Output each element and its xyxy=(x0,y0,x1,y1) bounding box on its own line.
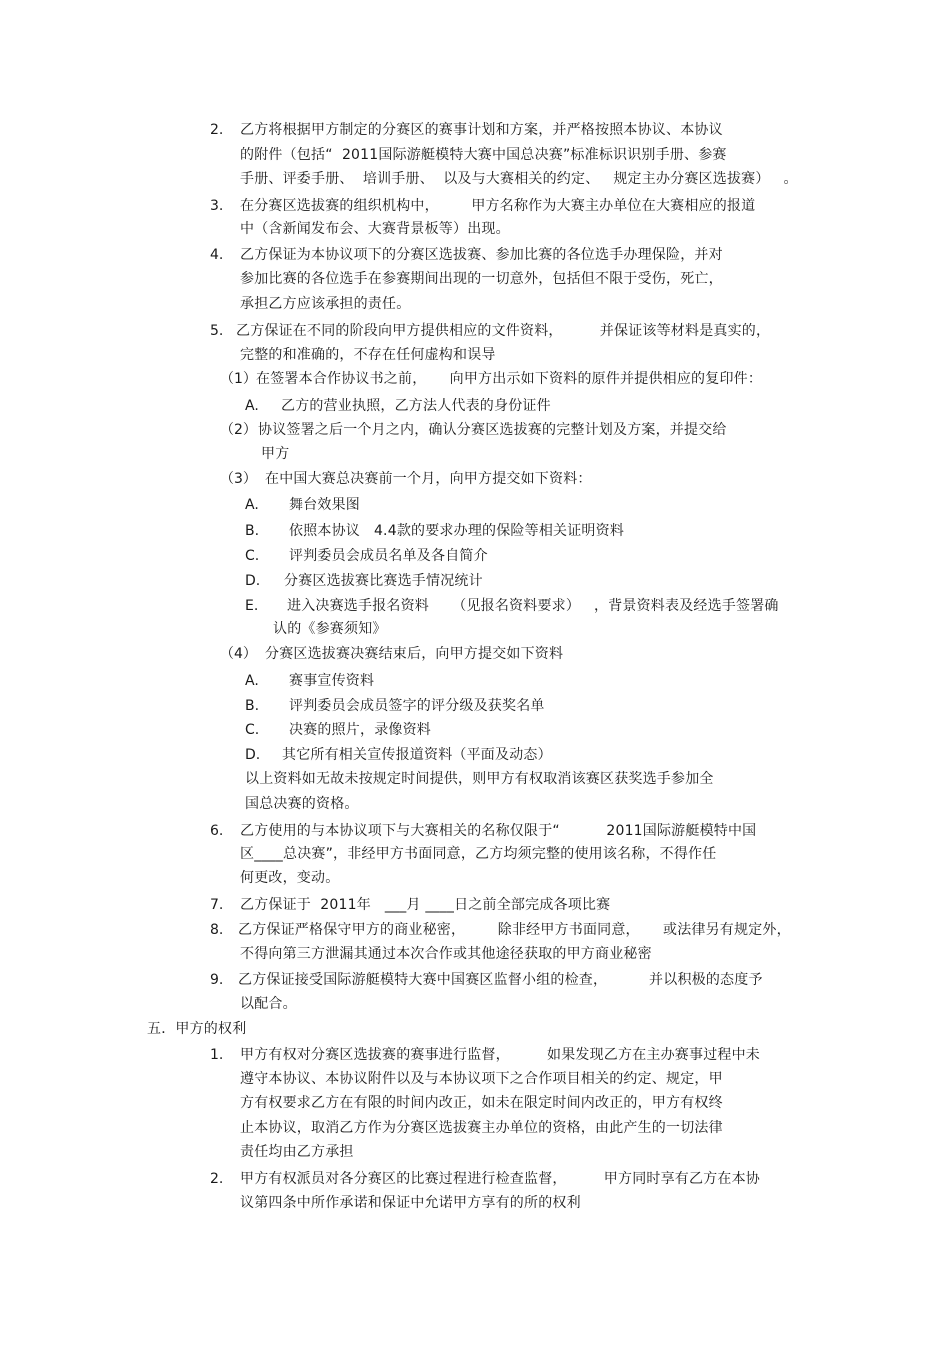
text-line: 乙方保证严格保守甲方的商业秘密， 除非经甲方书面同意， 或法律另有规定外， xyxy=(238,922,791,938)
text-line: 区____总决赛”，非经甲方书面同意，乙方均须完整的使用该名称，不得作任 xyxy=(240,846,717,862)
letter-marker: C. xyxy=(245,548,260,564)
text-line: 止本协议，取消乙方作为分赛区选拔赛主办单位的资格，由此产生的一切法律 xyxy=(240,1120,723,1136)
item-number: 3. xyxy=(210,198,224,214)
item-number: 9. xyxy=(210,972,224,988)
item-number: 6. xyxy=(210,823,224,839)
text-line: 国总决赛的资格。 xyxy=(245,796,359,812)
text-line: 不得向第三方泄漏其通过本次合作或其他途径获取的甲方商业秘密 xyxy=(240,946,652,962)
text-line: 甲方有权对分赛区选拔赛的赛事进行监督， 如果发现乙方在主办赛事过程中未 xyxy=(240,1047,760,1063)
item-number: 2. xyxy=(210,122,224,138)
letter-marker: D. xyxy=(245,573,261,589)
text-line: 甲方有权派员对各分赛区的比赛过程进行检查监督， 甲方同时享有乙方在本协 xyxy=(240,1171,760,1187)
text-line: 认的《参赛须知》 xyxy=(273,621,387,637)
text-line: 舞台效果图 xyxy=(289,497,360,513)
text-line: 手册、评委手册、 培训手册、 以及与大赛相关的约定、 规定主办分赛区选拔赛） 。 xyxy=(240,171,798,187)
text-line: 中（含新闻发布会、大赛背景板等）出现。 xyxy=(240,221,510,237)
text-line: 在中国大赛总决赛前一个月，向甲方提交如下资料： xyxy=(265,471,592,487)
text-line: 决赛的照片，录像资料 xyxy=(289,722,431,738)
sub-number: （4） xyxy=(220,646,257,662)
text-line: 乙方使用的与本协议项下与大赛相关的名称仅限于“ 2011国际游艇模特中国 xyxy=(240,823,757,839)
item-number: 5. xyxy=(210,323,224,339)
item-number: 1. xyxy=(210,1047,224,1063)
text-line: 分赛区选拔赛决赛结束后，向甲方提交如下资料 xyxy=(265,646,564,662)
text-line: 以配合。 xyxy=(240,996,297,1012)
text-line: 遵守本协议、本协议附件以及与本协议项下之合作项目相关的约定、规定，甲 xyxy=(240,1071,723,1087)
text-line: 协议签署之后一个月之内，确认分赛区选拔赛的完整计划及方案，并提交给 xyxy=(258,422,727,438)
letter-marker: B. xyxy=(245,698,260,714)
text-line: 承担乙方应该承担的责任。 xyxy=(240,296,411,312)
letter-marker: B. xyxy=(245,523,260,539)
text-line: 完整的和准确的，不存在任何虚构和误导 xyxy=(240,347,496,363)
text-line: 以上资料如无故未按规定时间提供，则甲方有权取消该赛区获奖选手参加全 xyxy=(245,771,714,787)
letter-marker: A. xyxy=(245,673,259,689)
item-number: 8. xyxy=(210,922,224,938)
text-line: 议第四条中所作承诺和保证中允诺甲方享有的所的权利 xyxy=(240,1195,581,1211)
text-line: 在分赛区选拔赛的组织机构中， 甲方名称作为大赛主办单位在大赛相应的报道 xyxy=(240,198,756,214)
letter-marker: D. xyxy=(245,747,261,763)
section-heading: 五．甲方的权利 xyxy=(147,1021,247,1037)
text-line: 乙方保证于 2011年 ___月 ____日之前全部完成各项比赛 xyxy=(240,897,611,913)
text-line: 进入决赛选手报名资料 （见报名资料要求） ，背景资料表及经选手签署确 xyxy=(287,598,779,614)
text-line: 甲方 xyxy=(261,446,290,462)
text-line: 赛事宣传资料 xyxy=(289,673,375,689)
text-line: 依照本协议 4.4款的要求办理的保险等相关证明资料 xyxy=(289,523,625,539)
letter-marker: A. xyxy=(245,398,259,414)
text-line: 方有权要求乙方在有限的时间内改正，如未在限定时间内改正的，甲方有权终 xyxy=(240,1095,723,1111)
text-line: 在签署本合作协议书之前， 向甲方出示如下资料的原件并提供相应的复印件： xyxy=(256,371,763,387)
text-line: 参加比赛的各位选手在参赛期间出现的一切意外，包括但不限于受伤，死亡， xyxy=(240,271,723,287)
item-number: 4. xyxy=(210,247,224,263)
text-line: 评判委员会成员名单及各自简介 xyxy=(289,548,488,564)
text-line: 的附件（包括“ 2011国际游艇模特大赛中国总决赛”标准标识识别手册、参赛 xyxy=(240,147,727,163)
text-line: 其它所有相关宣传报道资料（平面及动态） xyxy=(282,747,552,763)
text-line: 何更改，变动。 xyxy=(240,870,340,886)
sub-number: （2） xyxy=(220,422,257,438)
text-line: 乙方将根据甲方制定的分赛区的赛事计划和方案，并严格按照本协议、本协议 xyxy=(240,122,723,138)
text-line: 分赛区选拔赛比赛选手情况统计 xyxy=(284,573,483,589)
letter-marker: C. xyxy=(245,722,260,738)
sub-number: （1） xyxy=(220,371,257,387)
text-line: 乙方的营业执照，乙方法人代表的身份证件 xyxy=(281,398,551,414)
text-line: 责任均由乙方承担 xyxy=(240,1144,354,1160)
text-line: 乙方保证接受国际游艇模特大赛中国赛区监督小组的检查， 并以积极的态度予 xyxy=(238,972,763,988)
letter-marker: E. xyxy=(245,598,259,614)
text-line: 评判委员会成员签字的评分级及获奖名单 xyxy=(289,698,545,714)
letter-marker: A. xyxy=(245,497,259,513)
item-number: 7. xyxy=(210,897,224,913)
sub-number: （3） xyxy=(220,471,257,487)
text-line: 乙方保证为本协议项下的分赛区选拔赛、参加比赛的各位选手办理保险，并对 xyxy=(240,247,723,263)
text-line: 乙方保证在不同的阶段向甲方提供相应的文件资料， 并保证该等材料是真实的， xyxy=(236,323,771,339)
item-number: 2. xyxy=(210,1171,224,1187)
